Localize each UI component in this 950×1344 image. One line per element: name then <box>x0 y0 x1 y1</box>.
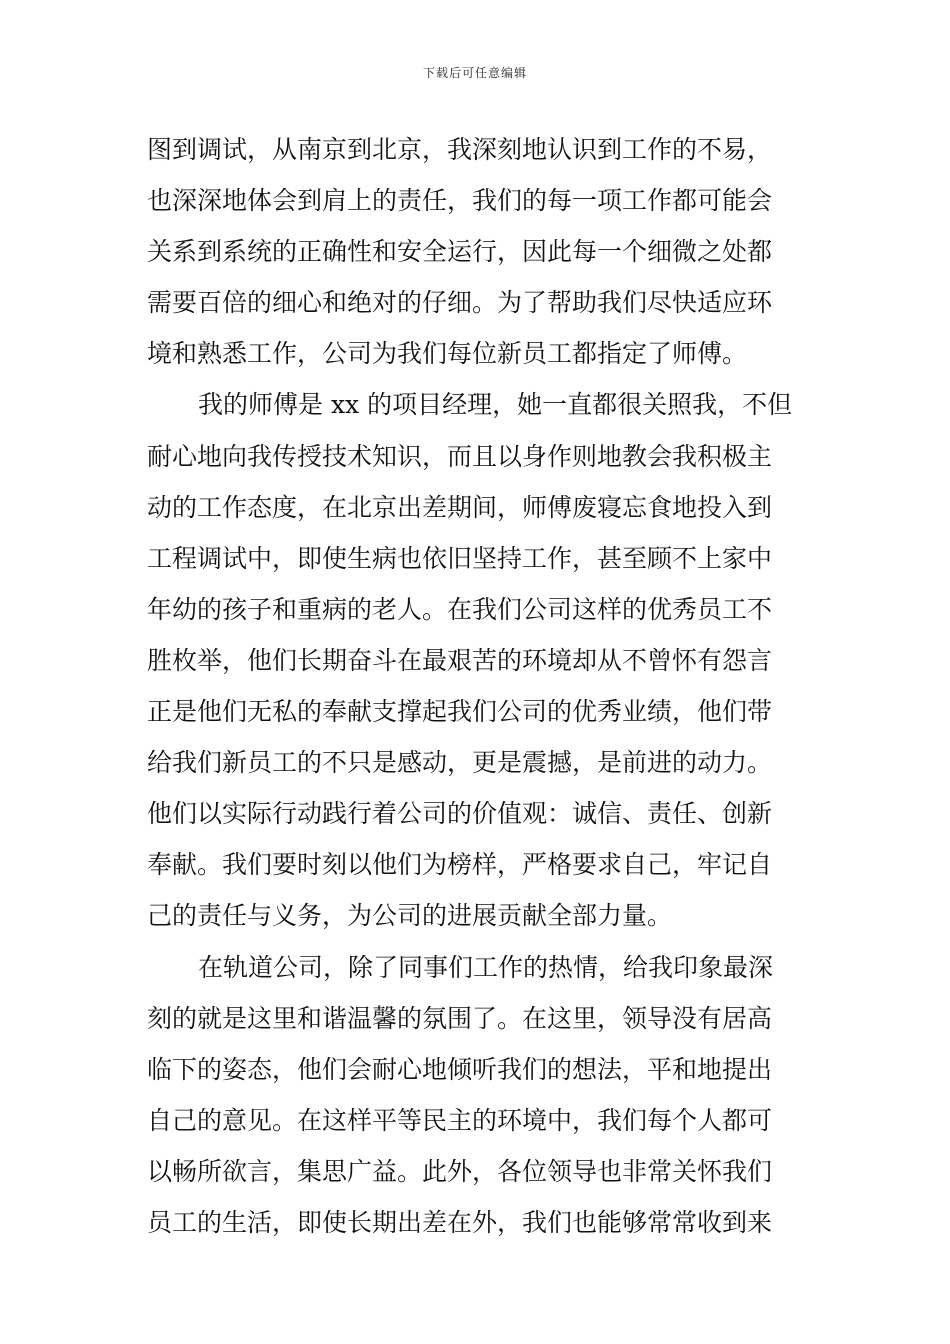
text-line: 境和熟悉工作，公司为我们每位新员工都指定了师傅。 <box>147 339 748 369</box>
text-line: 胜枚举，他们长期奋斗在最艰苦的环境却从不曾怀有怨言 <box>147 645 773 675</box>
text-line: 工程调试中，即使生病也依旧坚持工作，甚至顾不上家中 <box>147 543 773 573</box>
paragraph-first-line: 在轨道公司，除了同事们工作的热情，给我印象最深 <box>198 952 774 982</box>
text-line: 需要百倍的细心和绝对的仔细。为了帮助我们尽快适应环 <box>147 288 773 318</box>
text-line: 刻的就是这里和谐温馨的氛围了。在这里，领导没有居高 <box>147 1003 773 1033</box>
text-line: 以畅所欲言，集思广益。此外，各位领导也非常关怀我们 <box>147 1156 773 1186</box>
text-line: 关系到系统的正确性和安全运行，因此每一个细微之处都 <box>147 237 773 267</box>
text-line: 动的工作态度，在北京出差期间，师傅废寝忘食地投入到 <box>147 492 773 522</box>
text-line: 正是他们无私的奉献支撑起我们公司的优秀业绩，他们带 <box>147 697 773 727</box>
text-line: 己的责任与义务，为公司的进展贡献全部力量。 <box>147 901 673 931</box>
text-line: 奉献。我们要时刻以他们为榜样，严格要求自己，牢记自 <box>147 850 773 880</box>
page-header-note: 下载后可任意编辑 <box>422 66 527 80</box>
text-line: 给我们新员工的不只是感动，更是震撼，是前进的动力。 <box>147 748 773 778</box>
text-line: 耐心地向我传授技术知识，而且以身作则地教会我积极主 <box>147 441 773 471</box>
text-line: 临下的姿态，他们会耐心地倾听我们的想法，平和地提出 <box>147 1054 773 1084</box>
text-line: 他们以实际行动践行着公司的价值观：诚信、责任、创新 <box>147 799 773 829</box>
text-line: 年幼的孩子和重病的老人。在我们公司这样的优秀员工不 <box>147 594 773 624</box>
paragraph-first-line: 我的师傅是 xx 的项目经理，她一直都很关照我，不但 <box>198 390 793 420</box>
text-line: 自己的意见。在这样平等民主的环境中，我们每个人都可 <box>147 1105 773 1135</box>
text-line: 图到调试，从南京到北京，我深刻地认识到工作的不易， <box>147 135 773 164</box>
text-line: 员工的生活，即使长期出差在外，我们也能够常常收到来 <box>147 1207 773 1237</box>
body-text <box>147 124 807 1248</box>
text-line: 也深深地体会到肩上的责任，我们的每一项工作都可能会 <box>147 186 773 216</box>
